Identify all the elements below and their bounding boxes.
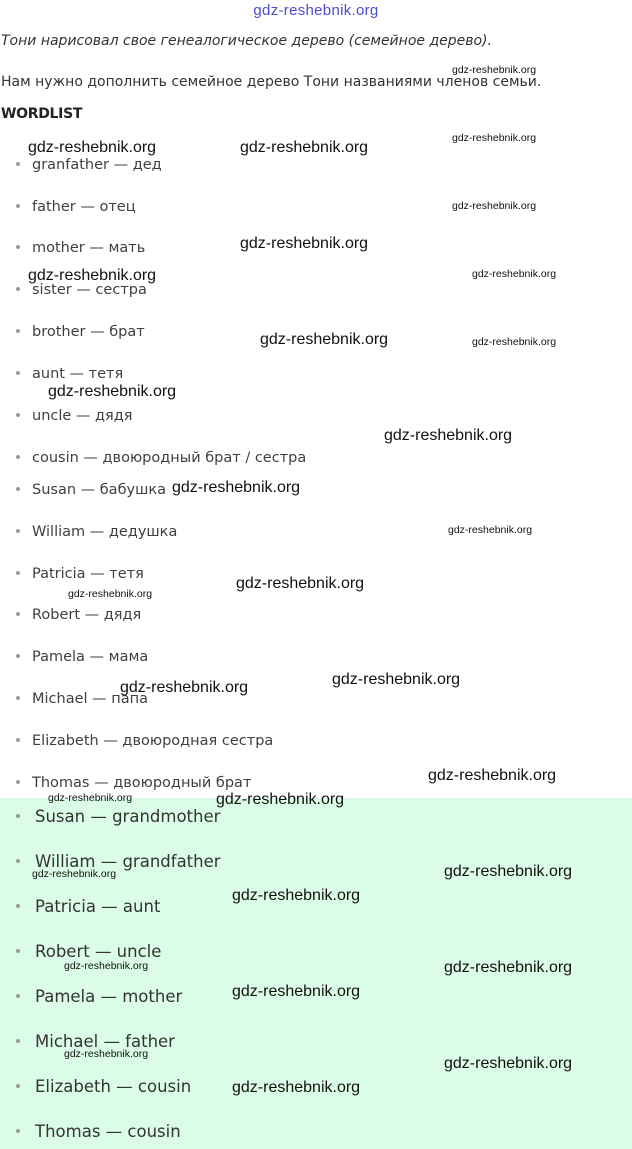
bullet-icon xyxy=(16,1039,20,1043)
watermark: gdz-reshebnik.org xyxy=(48,383,177,400)
list-item-text: Michael — папа xyxy=(32,691,148,707)
answer-item xyxy=(16,1077,191,1096)
bullet-icon xyxy=(16,904,20,908)
watermark: gdz-reshebnik.org xyxy=(384,427,513,444)
bullet-icon xyxy=(16,654,20,658)
watermark: gdz-reshebnik.org xyxy=(216,791,345,808)
watermark: gdz-reshebnik.org xyxy=(232,1079,361,1096)
bullet-icon xyxy=(16,245,20,249)
watermark: gdz-reshebnik.org xyxy=(240,139,369,156)
answer-item xyxy=(16,1122,181,1141)
list-item-text: cousin — двоюродный брат / сестра xyxy=(32,450,307,466)
watermark: gdz-reshebnik.org xyxy=(64,960,149,972)
list-item-text: Thomas — двоюродный брат xyxy=(32,775,252,791)
list-item-text: sister — сестра xyxy=(32,282,147,298)
answer-text: Patricia — aunt xyxy=(35,897,161,916)
watermark: gdz-reshebnik.org xyxy=(452,200,537,212)
watermark: gdz-reshebnik.org xyxy=(32,868,117,880)
list-item xyxy=(16,524,177,540)
answer-text: Michael — father xyxy=(35,1032,175,1051)
bullet-icon xyxy=(16,994,20,998)
watermark: gdz-reshebnik.org xyxy=(332,671,461,688)
watermark: gdz-reshebnik.org xyxy=(452,64,537,76)
bullet-icon xyxy=(16,455,20,459)
watermark: gdz-reshebnik.org xyxy=(452,132,537,144)
watermark: gdz-reshebnik.org xyxy=(28,267,157,284)
bullet-icon xyxy=(16,329,20,333)
list-item-text: aunt — тетя xyxy=(32,366,124,382)
watermark: gdz-reshebnik.org xyxy=(260,331,389,348)
answer-text: Thomas — cousin xyxy=(35,1122,181,1141)
list-item-text: granfather — дед xyxy=(32,157,162,173)
list-item-text: Pamela — мама xyxy=(32,649,149,665)
list-item-text: mother — мать xyxy=(32,240,146,256)
bullet-icon xyxy=(16,738,20,742)
watermark: gdz-reshebnik.org xyxy=(172,479,301,496)
watermark: gdz-reshebnik.org xyxy=(448,524,533,536)
watermark: gdz-reshebnik.org xyxy=(232,887,361,904)
bullet-icon xyxy=(16,859,20,863)
watermark: gdz-reshebnik.org xyxy=(28,139,157,156)
list-item-text: uncle — дядя xyxy=(32,408,133,424)
list-item xyxy=(16,324,145,340)
watermark: gdz-reshebnik.org xyxy=(236,575,365,592)
list-item-text: Patricia — тетя xyxy=(32,566,144,582)
list-item xyxy=(16,157,162,173)
watermark: gdz-reshebnik.org xyxy=(444,959,573,976)
bullet-icon xyxy=(16,949,20,953)
answer-text: Pamela — mother xyxy=(35,987,183,1006)
bullet-icon xyxy=(16,487,20,491)
bullet-icon xyxy=(16,814,20,818)
list-item-text: father — отец xyxy=(32,199,136,215)
list-item xyxy=(16,607,141,623)
watermark: gdz-reshebnik.org xyxy=(428,767,557,784)
bullet-icon xyxy=(16,571,20,575)
list-item xyxy=(16,199,136,215)
list-item xyxy=(16,450,306,466)
list-item xyxy=(16,240,145,256)
answer-text: Elizabeth — cousin xyxy=(35,1077,192,1096)
watermark: gdz-reshebnik.org xyxy=(232,983,361,1000)
answer-item xyxy=(16,942,161,961)
list-item xyxy=(16,733,273,749)
answer-text: Robert — uncle xyxy=(35,942,162,961)
intro-line-1: Тони нарисовал свое генеалогическое дерево (семейное дерево). xyxy=(1,33,492,49)
bullet-icon xyxy=(16,204,20,208)
watermark: gdz-reshebnik.org xyxy=(444,1055,573,1072)
list-item-text: William — дедушка xyxy=(32,524,178,540)
list-item xyxy=(16,482,166,498)
watermark: gdz-reshebnik.org xyxy=(444,863,573,880)
list-item-text: Elizabeth — двоюродная сестра xyxy=(32,733,274,749)
answer-item xyxy=(16,987,182,1006)
list-item xyxy=(16,775,251,791)
bullet-icon xyxy=(16,162,20,166)
bullet-icon xyxy=(16,696,20,700)
answer-item xyxy=(16,807,220,826)
list-item-text: Robert — дядя xyxy=(32,607,142,623)
list-item xyxy=(16,649,148,665)
bullet-icon xyxy=(16,612,20,616)
answer-text: Susan — grandmother xyxy=(35,807,221,826)
answer-text: William — grandfather xyxy=(35,852,221,871)
list-item xyxy=(16,366,123,382)
watermark: gdz-reshebnik.org xyxy=(472,336,557,348)
bullet-icon xyxy=(16,413,20,417)
watermark: gdz-reshebnik.org xyxy=(120,679,249,696)
top-watermark: gdz-reshebnik.org xyxy=(253,2,379,19)
bullet-icon xyxy=(16,780,20,784)
watermark: gdz-reshebnik.org xyxy=(68,588,153,600)
wordlist-heading: WORDLIST xyxy=(1,106,83,122)
list-item-text: brother — брат xyxy=(32,324,145,340)
watermark: gdz-reshebnik.org xyxy=(472,268,557,280)
bullet-icon xyxy=(16,371,20,375)
intro-line-2: Нам нужно дополнить семейное дерево Тони названиями членов семьи. xyxy=(1,74,542,90)
watermark: gdz-reshebnik.org xyxy=(240,235,369,252)
answer-item xyxy=(16,897,160,916)
watermark: gdz-reshebnik.org xyxy=(64,1048,149,1060)
bullet-icon xyxy=(16,1084,20,1088)
bullet-icon xyxy=(16,287,20,291)
list-item xyxy=(16,408,133,424)
bullet-icon xyxy=(16,1129,20,1133)
watermark: gdz-reshebnik.org xyxy=(48,792,133,804)
bullet-icon xyxy=(16,529,20,533)
list-item-text: Susan — бабушка xyxy=(32,482,167,498)
list-item xyxy=(16,566,144,582)
